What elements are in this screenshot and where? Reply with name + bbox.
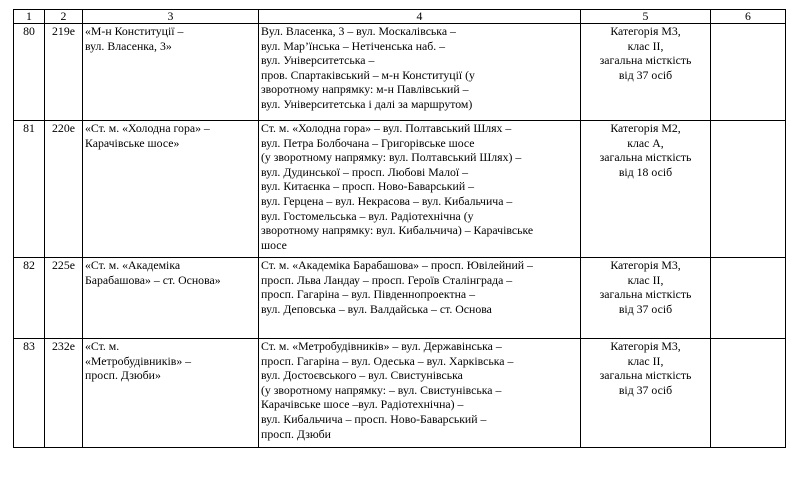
route-path-line: просп. Гагаріна – вул. Південнопроектна –: [261, 287, 475, 302]
row-number: 83: [14, 339, 45, 448]
category-line: від 37 осіб: [618, 382, 673, 397]
route-path-line: пров. Спартаківський – м-н Конституції (у: [261, 67, 475, 82]
header-col-2: 2: [45, 10, 83, 24]
header-col-6: 6: [711, 10, 786, 24]
note-cell: [711, 339, 786, 448]
header-col-3: 3: [83, 10, 259, 24]
category-line: загальна місткість: [599, 287, 692, 302]
category-line: Категорія М3,: [610, 258, 681, 272]
route-path-line: вул. Петра Болбочана – Григорівське шосе: [261, 135, 475, 150]
vehicle-category: [581, 258, 711, 339]
category-line: клас А,: [627, 135, 664, 150]
route-name: [83, 121, 259, 258]
header-col-5: 5: [581, 10, 711, 24]
category-line: загальна місткість: [599, 53, 692, 68]
route-path-line: просп. Гагаріна – вул. Одеська – вул. Харківська –: [261, 353, 514, 368]
route-path-line: зворотному напрямку: вул. Кибальчича) – Карачівське: [261, 223, 534, 238]
route-number: 219е: [45, 24, 83, 121]
route-number: 225е: [45, 258, 83, 339]
vehicle-category: [581, 24, 711, 121]
route-name-line: «М-н Конституції –: [85, 24, 184, 38]
category-line: Категорія М2,: [610, 121, 681, 135]
note-cell: [711, 121, 786, 258]
route-path-line: Ст. м. «Холодна гора» – вул. Полтавський Шлях –: [261, 121, 512, 135]
route-name-line: Барабашова» – ст. Основа»: [85, 272, 221, 287]
route-name-line: просп. Дзюби»: [85, 368, 161, 383]
category-line: клас ІІ,: [627, 38, 664, 53]
route-path-line: Ст. м. «Академіка Барабашова» – просп. Ювілейний –: [261, 258, 533, 272]
route-path-line: вул. Китаєнка – просп. Ново-Баварський –: [261, 179, 474, 194]
table-row: [14, 339, 786, 448]
route-path-line: Карачівське шосе –вул. Радіотехнічна) –: [261, 397, 464, 412]
route-path: [259, 339, 581, 448]
route-path: [259, 24, 581, 121]
category-line: загальна місткість: [599, 368, 692, 383]
route-path-line: вул. Університетська –: [261, 53, 375, 68]
route-path-line: вул. Достоєвського – вул. Свистунівська: [261, 368, 463, 383]
category-line: від 37 осіб: [618, 301, 673, 316]
route-path-line: вул. Університетська і далі за маршрутом): [261, 96, 473, 111]
route-name-line: вул. Власенка, 3»: [85, 38, 172, 53]
category-line: Категорія М3,: [610, 24, 681, 38]
note-cell: [711, 258, 786, 339]
route-path-line: вул. Гостомельська – вул. Радіотехнічна (у: [261, 208, 474, 223]
category-line: Категорія М3,: [610, 339, 681, 353]
route-path-line: просп. Льва Ландау – просп. Героїв Сталінграда –: [261, 272, 513, 287]
route-name: [83, 24, 259, 121]
row-number: 82: [14, 258, 45, 339]
vehicle-category: [581, 339, 711, 448]
table-row: [14, 258, 786, 339]
route-name-line: Карачівське шосе»: [85, 135, 180, 150]
route-path-line: вул. Мар’їнська – Нетіченська наб. –: [261, 38, 446, 53]
table-row: [14, 24, 786, 121]
row-number: 81: [14, 121, 45, 258]
route-number: 232е: [45, 339, 83, 448]
route-path-line: (у зворотному напрямку: вул. Полтавський Шлях) –: [261, 150, 522, 165]
header-row: [14, 10, 786, 24]
route-name: [83, 258, 259, 339]
route-name-line: «Метробудівників» –: [85, 353, 192, 368]
route-path: [259, 121, 581, 258]
route-path-line: вул. Дудинської – просп. Любові Малої –: [261, 164, 468, 179]
routes-table: [13, 9, 786, 448]
row-number: 80: [14, 24, 45, 121]
category-line: від 37 осіб: [618, 67, 673, 82]
header-col-1: 1: [14, 10, 45, 24]
route-name-line: «Ст. м. «Академіка: [85, 258, 181, 272]
note-cell: [711, 24, 786, 121]
route-path-line: Вул. Власенка, 3 – вул. Москалівська –: [261, 24, 456, 38]
category-line: клас ІІ,: [627, 272, 664, 287]
route-path-line: вул. Кибальчича – просп. Ново-Баварський –: [261, 411, 487, 426]
route-path-line: вул. Герцена – вул. Некрасова – вул. Кибальчича –: [261, 193, 513, 208]
category-line: від 18 осіб: [618, 164, 673, 179]
route-path-line: шосе: [261, 237, 287, 252]
route-path: [259, 258, 581, 339]
route-name-line: «Ст. м.: [85, 339, 120, 353]
route-path-line: вул. Деповська – вул. Валдайська – ст. Основа: [261, 301, 492, 316]
route-path-line: просп. Дзюби: [261, 426, 331, 441]
route-name: [83, 339, 259, 448]
route-name-line: «Ст. м. «Холодна гора» –: [85, 121, 210, 135]
route-path-line: Ст. м. «Метробудівників» – вул. Державінська –: [261, 339, 502, 353]
route-path-line: (у зворотному напрямку: – вул. Свистунівська –: [261, 382, 502, 397]
table-row: [14, 121, 786, 258]
category-line: клас ІІ,: [627, 353, 664, 368]
category-line: загальна місткість: [599, 150, 692, 165]
route-number: 220е: [45, 121, 83, 258]
vehicle-category: [581, 121, 711, 258]
header-col-4: 4: [259, 10, 581, 24]
route-path-line: зворотному напрямку: м-н Павлівський –: [261, 82, 469, 97]
